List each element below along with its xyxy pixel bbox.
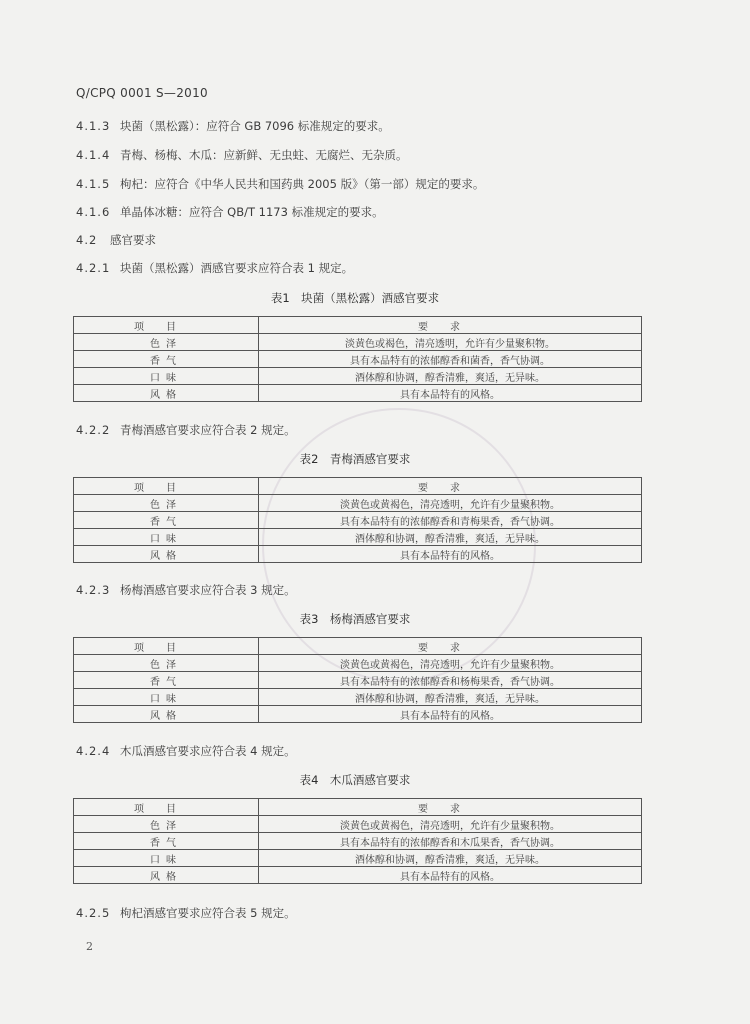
clause-4-1-3 (76, 118, 390, 134)
clause-4-1-5 (76, 176, 484, 192)
row-requirement: 具有本品特有的风格。 (259, 385, 642, 402)
clause-text: 感官要求 (110, 233, 156, 247)
row-item: 色泽 (74, 334, 259, 351)
table-header-row (74, 638, 642, 655)
table-row (74, 385, 642, 402)
clause-4-2-4 (76, 743, 296, 759)
row-item: 香气 (74, 512, 259, 529)
table-row (74, 850, 642, 867)
table-header-row (74, 799, 642, 816)
row-requirement: 具有本品特有的浓郁醇香和青梅果香，香气协调。 (259, 512, 642, 529)
row-requirement: 酒体醇和协调，醇香清雅，爽适，无异味。 (259, 529, 642, 546)
header-item: 项目 (74, 317, 259, 334)
row-item: 风格 (74, 706, 259, 723)
clause-number: 4.2 (76, 233, 98, 247)
clause-number: 4.2.3 (76, 583, 111, 597)
clause-number: 4.2.2 (76, 423, 111, 437)
row-requirement: 具有本品特有的风格。 (259, 706, 642, 723)
table-row (74, 672, 642, 689)
clause-number: 4.1.4 (76, 148, 111, 162)
row-item: 色泽 (74, 655, 259, 672)
row-requirement: 淡黄色或黄褐色，清亮透明，允许有少量聚积物。 (259, 495, 642, 512)
table-row (74, 706, 642, 723)
row-requirement: 酒体醇和协调，醇香清雅，爽适，无异味。 (259, 850, 642, 867)
row-item: 色泽 (74, 495, 259, 512)
row-requirement: 淡黄色或褐色，清亮透明，允许有少量聚积物。 (259, 334, 642, 351)
clause-number: 4.1.6 (76, 205, 111, 219)
row-item: 香气 (74, 833, 259, 850)
clause-text: 枸杞：应符合《中华人民共和国药典 2005 版》（第一部）规定的要求。 (120, 177, 485, 191)
clause-number: 4.2.5 (76, 906, 111, 920)
clause-4-2 (76, 232, 156, 248)
clause-number: 4.1.5 (76, 177, 111, 191)
table-row (74, 334, 642, 351)
row-requirement: 淡黄色或黄褐色，清亮透明，允许有少量聚积物。 (259, 655, 642, 672)
row-requirement: 具有本品特有的风格。 (259, 867, 642, 884)
row-requirement: 酒体醇和协调，醇香清雅，爽适，无异味。 (259, 368, 642, 385)
header-requirement: 要求 (259, 478, 642, 495)
row-requirement: 淡黄色或黄褐色，清亮透明，允许有少量聚积物。 (259, 816, 642, 833)
row-requirement: 酒体醇和协调，醇香清雅，爽适，无异味。 (259, 689, 642, 706)
table-row (74, 546, 642, 563)
row-item: 香气 (74, 672, 259, 689)
row-item: 色泽 (74, 816, 259, 833)
table-1-caption: 表1 块菌（黑松露）酒感官要求 (270, 291, 440, 305)
table-row (74, 495, 642, 512)
table-header-row (74, 478, 642, 495)
clause-text: 块菌（黑松露）：应符合 GB 7096 标准规定的要求。 (120, 119, 390, 133)
clause-text: 单晶体冰糖：应符合 QB/T 1173 标准规定的要求。 (120, 205, 384, 219)
table-4-caption: 表4 木瓜酒感官要求 (299, 773, 411, 787)
table-header-row (74, 317, 642, 334)
clause-4-2-1 (76, 260, 353, 276)
table-2-caption: 表2 青梅酒感官要求 (299, 452, 411, 466)
clause-number: 4.1.3 (76, 119, 111, 133)
row-item: 口味 (74, 689, 259, 706)
row-requirement: 具有本品特有的浓郁醇香和菌香，香气协调。 (259, 351, 642, 368)
table-row (74, 351, 642, 368)
table-row (74, 833, 642, 850)
row-item: 风格 (74, 385, 259, 402)
table-2 (73, 477, 642, 563)
table-row (74, 512, 642, 529)
clause-4-2-5 (76, 905, 296, 921)
table-4 (73, 798, 642, 884)
header-item: 项目 (74, 799, 259, 816)
table-row (74, 816, 642, 833)
row-item: 口味 (74, 529, 259, 546)
row-requirement: 具有本品特有的浓郁醇香和杨梅果香，香气协调。 (259, 672, 642, 689)
row-item: 香气 (74, 351, 259, 368)
header-requirement: 要求 (259, 799, 642, 816)
clause-text: 青梅酒感官要求应符合表 2 规定。 (120, 423, 296, 437)
page-number: 2 (86, 940, 93, 953)
table-1 (73, 316, 642, 402)
table-row (74, 368, 642, 385)
clause-text: 杨梅酒感官要求应符合表 3 规定。 (120, 583, 296, 597)
clause-number: 4.2.1 (76, 261, 111, 275)
row-item: 口味 (74, 368, 259, 385)
row-item: 风格 (74, 546, 259, 563)
header-item: 项目 (74, 478, 259, 495)
table-3 (73, 637, 642, 723)
table-row (74, 529, 642, 546)
clause-text: 木瓜酒感官要求应符合表 4 规定。 (120, 744, 296, 758)
document-code: Q/CPQ 0001 S—2010 (76, 86, 208, 100)
clause-4-1-4 (76, 147, 408, 163)
row-requirement: 具有本品特有的风格。 (259, 546, 642, 563)
clause-text: 块菌（黑松露）酒感官要求应符合表 1 规定。 (120, 261, 354, 275)
table-row (74, 867, 642, 884)
row-item: 口味 (74, 850, 259, 867)
clause-4-1-6 (76, 204, 384, 220)
clause-number: 4.2.4 (76, 744, 111, 758)
table-3-caption: 表3 杨梅酒感官要求 (299, 612, 411, 626)
row-item: 风格 (74, 867, 259, 884)
clause-4-2-3 (76, 582, 296, 598)
header-requirement: 要求 (259, 317, 642, 334)
table-row (74, 655, 642, 672)
table-row (74, 689, 642, 706)
clause-text: 青梅、杨梅、木瓜：应新鲜、无虫蛀、无腐烂、无杂质。 (120, 148, 408, 162)
clause-4-2-2 (76, 422, 296, 438)
row-requirement: 具有本品特有的浓郁醇香和木瓜果香，香气协调。 (259, 833, 642, 850)
header-item: 项目 (74, 638, 259, 655)
clause-text: 枸杞酒感官要求应符合表 5 规定。 (120, 906, 296, 920)
header-requirement: 要求 (259, 638, 642, 655)
